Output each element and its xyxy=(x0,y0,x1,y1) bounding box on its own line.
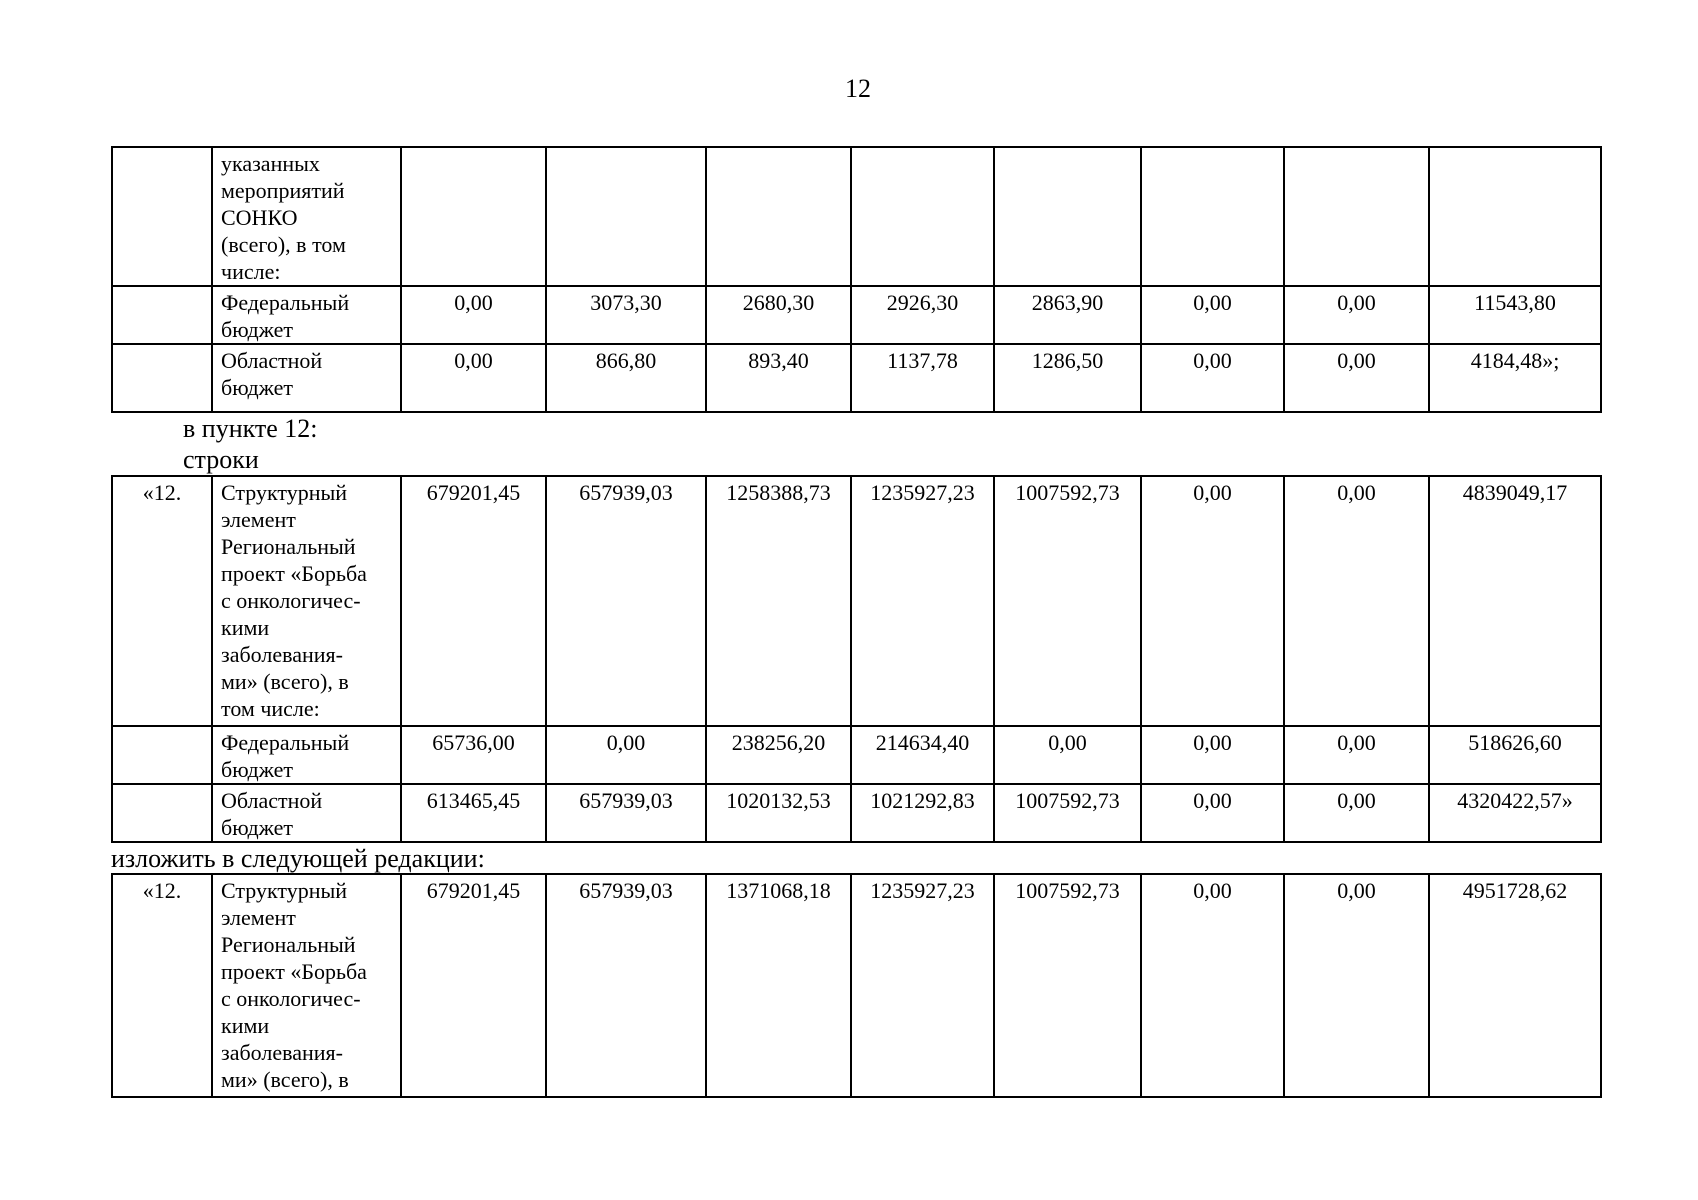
row-label-cell xyxy=(212,784,401,842)
value-cell: 4839049,17 xyxy=(1429,476,1601,726)
value-cell: 4951728,62 xyxy=(1429,874,1601,1097)
row-label-cell xyxy=(212,476,401,726)
row-label-line: элемент xyxy=(221,507,296,532)
row-label-line: бюджет xyxy=(221,815,293,840)
value-cell xyxy=(1141,147,1284,286)
value-cell: 1021292,83 xyxy=(851,784,994,842)
row-label-line: Региональный xyxy=(221,932,356,957)
value-cell: 1371068,18 xyxy=(706,874,851,1097)
row-label-line: кими xyxy=(221,615,270,640)
value-cell xyxy=(401,147,546,286)
value-cell: 4184,48»; xyxy=(1429,344,1601,412)
row-label-line: Региональный xyxy=(221,534,356,559)
value-cell: 613465,45 xyxy=(401,784,546,842)
value-cell: 0,00 xyxy=(401,286,546,344)
table-old-rows xyxy=(111,475,1602,843)
row-label-line: кими xyxy=(221,1013,270,1038)
row-label-line: бюджет xyxy=(221,317,293,342)
value-cell: 1137,78 xyxy=(851,344,994,412)
table-row xyxy=(112,874,1601,1097)
table-fragment-sonko xyxy=(111,146,1602,413)
table-row xyxy=(112,726,1601,784)
row-index-cell xyxy=(112,784,212,842)
row-index-cell xyxy=(112,344,212,412)
value-cell: 0,00 xyxy=(1284,476,1429,726)
row-label-cell xyxy=(212,147,401,286)
row-label-line: Структурный xyxy=(221,480,348,505)
value-cell xyxy=(994,147,1141,286)
row-label-line: СОНКО xyxy=(221,205,298,230)
value-cell: 0,00 xyxy=(994,726,1141,784)
table-row xyxy=(112,147,1601,286)
value-cell: 0,00 xyxy=(1284,726,1429,784)
page-number: 12 xyxy=(845,74,871,103)
value-cell: 0,00 xyxy=(1284,286,1429,344)
value-cell xyxy=(1284,147,1429,286)
row-index-cell xyxy=(112,286,212,344)
row-label-line: Федеральный xyxy=(221,730,350,755)
row-label-line: числе: xyxy=(221,259,281,284)
row-label-line: элемент xyxy=(221,905,296,930)
value-cell: 3073,30 xyxy=(546,286,706,344)
value-cell: 0,00 xyxy=(1141,476,1284,726)
table-row xyxy=(112,344,1601,412)
value-cell: 0,00 xyxy=(1284,344,1429,412)
value-cell: 2863,90 xyxy=(994,286,1141,344)
value-cell: 0,00 xyxy=(401,344,546,412)
value-cell: 866,80 xyxy=(546,344,706,412)
row-label-cell xyxy=(212,286,401,344)
row-label-line: ми» (всего), в xyxy=(221,669,349,694)
value-cell: 11543,80 xyxy=(1429,286,1601,344)
row-label-line: Областной xyxy=(221,348,323,373)
value-cell: 2926,30 xyxy=(851,286,994,344)
row-label-line: проект «Борьба xyxy=(221,959,367,984)
row-index-cell xyxy=(112,147,212,286)
value-cell: 1235927,23 xyxy=(851,874,994,1097)
value-cell: 1020132,53 xyxy=(706,784,851,842)
value-cell: 0,00 xyxy=(1141,344,1284,412)
value-cell: 0,00 xyxy=(1284,874,1429,1097)
value-cell: 0,00 xyxy=(1141,726,1284,784)
row-label-line: с онкологичес- xyxy=(221,588,361,613)
value-cell: 238256,20 xyxy=(706,726,851,784)
value-cell xyxy=(851,147,994,286)
value-cell: 2680,30 xyxy=(706,286,851,344)
row-index-cell xyxy=(112,726,212,784)
row-index-cell: «12. xyxy=(112,874,212,1097)
value-cell: 1007592,73 xyxy=(994,476,1141,726)
row-index-cell: «12. xyxy=(112,476,212,726)
row-label-line: Структурный xyxy=(221,878,348,903)
row-label-cell xyxy=(212,726,401,784)
value-cell: 4320422,57» xyxy=(1429,784,1601,842)
row-label-cell xyxy=(212,874,401,1097)
row-label-line: заболевания- xyxy=(221,642,343,667)
row-label-line: проект «Борьба xyxy=(221,561,367,586)
row-label-line: бюджет xyxy=(221,757,293,782)
value-cell: 518626,60 xyxy=(1429,726,1601,784)
row-label-line: с онкологичес- xyxy=(221,986,361,1011)
value-cell xyxy=(546,147,706,286)
row-label-line: Областной xyxy=(221,788,323,813)
value-cell: 657939,03 xyxy=(546,784,706,842)
table-row xyxy=(112,476,1601,726)
value-cell: 65736,00 xyxy=(401,726,546,784)
paragraph-point-12: в пункте 12: xyxy=(183,414,318,443)
value-cell: 1007592,73 xyxy=(994,874,1141,1097)
row-label-line: (всего), в том xyxy=(221,232,346,257)
value-cell: 1007592,73 xyxy=(994,784,1141,842)
value-cell: 214634,40 xyxy=(851,726,994,784)
value-cell: 0,00 xyxy=(546,726,706,784)
value-cell: 0,00 xyxy=(1141,784,1284,842)
row-label-line: заболевания- xyxy=(221,1040,343,1065)
value-cell: 1235927,23 xyxy=(851,476,994,726)
value-cell xyxy=(706,147,851,286)
row-label-line: мероприятий xyxy=(221,178,345,203)
row-label-line: указанных xyxy=(221,151,320,176)
paragraph-rows: строки xyxy=(183,445,259,474)
table-new-rows xyxy=(111,873,1602,1098)
value-cell: 1286,50 xyxy=(994,344,1141,412)
row-label-line: том числе: xyxy=(221,696,320,721)
row-label-line: бюджет xyxy=(221,375,293,400)
value-cell: 657939,03 xyxy=(546,476,706,726)
value-cell: 0,00 xyxy=(1141,286,1284,344)
row-label-cell xyxy=(212,344,401,412)
table-row xyxy=(112,784,1601,842)
row-label-line: Федеральный xyxy=(221,290,350,315)
value-cell: 893,40 xyxy=(706,344,851,412)
value-cell: 679201,45 xyxy=(401,874,546,1097)
table-row xyxy=(112,286,1601,344)
value-cell: 657939,03 xyxy=(546,874,706,1097)
value-cell xyxy=(1429,147,1601,286)
row-label-line: ми» (всего), в xyxy=(221,1067,349,1092)
value-cell: 679201,45 xyxy=(401,476,546,726)
value-cell: 0,00 xyxy=(1284,784,1429,842)
value-cell: 0,00 xyxy=(1141,874,1284,1097)
value-cell: 1258388,73 xyxy=(706,476,851,726)
paragraph-new-edition: изложить в следующей редакции: xyxy=(111,844,485,873)
